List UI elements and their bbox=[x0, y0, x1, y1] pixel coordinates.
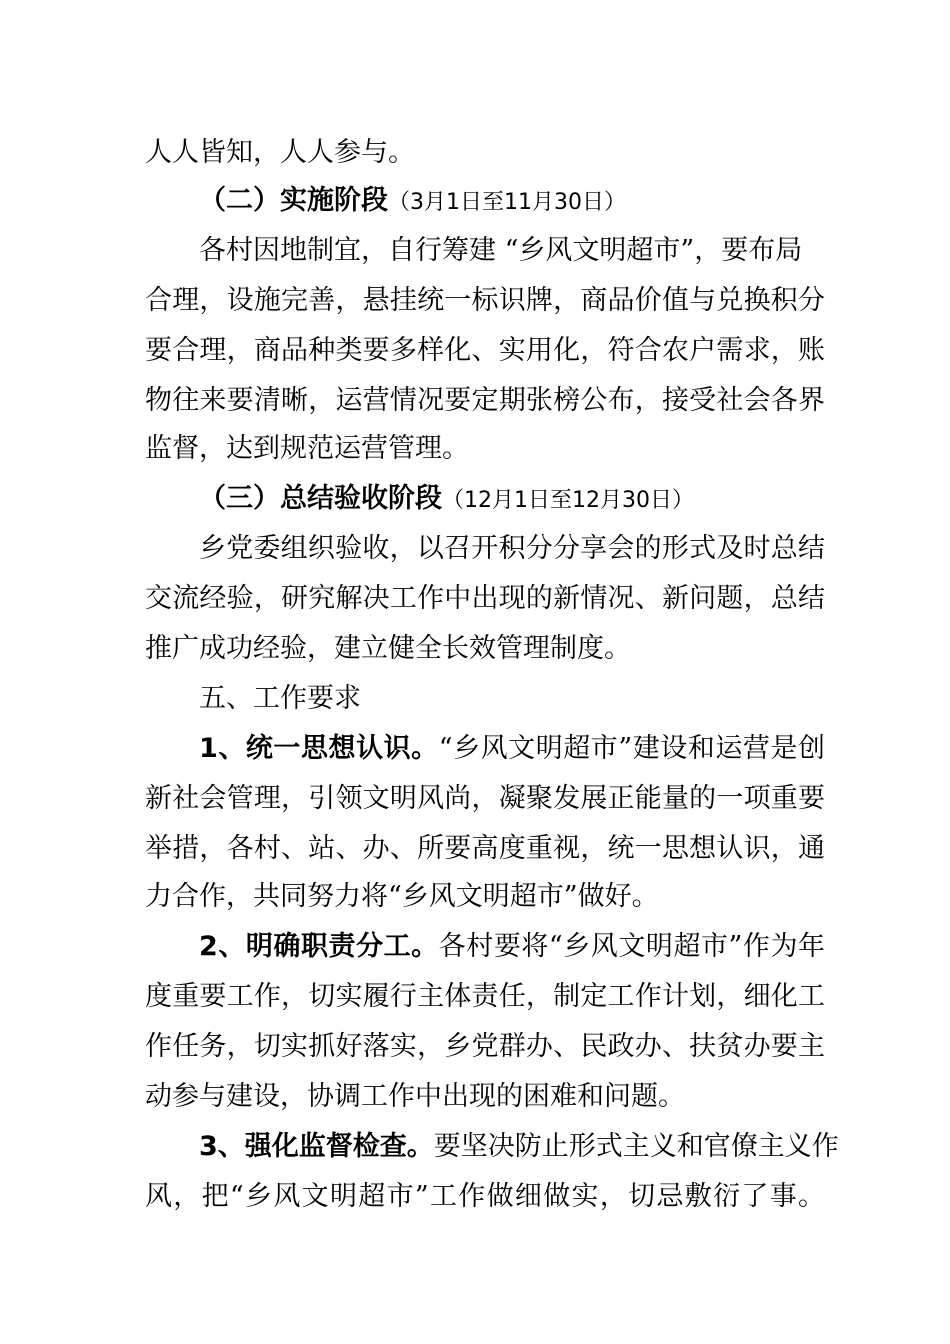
section-heading-implementation bbox=[199, 176, 879, 226]
requirement-text: 各村要将“乡风文明超市”作为年 bbox=[438, 931, 825, 962]
paragraph-line: 动参与建设，协调工作中出现的困难和问题。 bbox=[145, 1081, 685, 1112]
heading-text: （二）实施阶段 bbox=[199, 185, 388, 216]
paragraph-line: 作任务，切实抓好落实，乡党群办、民政办、扶贫办要主 bbox=[145, 1031, 825, 1062]
paragraph-line: 推广成功经验，建立健全长效管理制度。 bbox=[145, 633, 631, 664]
heading-date-range: （12月1日至12月30日） bbox=[442, 488, 694, 513]
paragraph-line: 举措，各村、站、办、所要高度重视，统一思想认识，通 bbox=[145, 833, 825, 864]
heading-date-range: （3月1日至11月30日） bbox=[388, 190, 626, 215]
paragraph-line: 监督，达到规范运营管理。 bbox=[145, 433, 469, 464]
paragraph-line: 交流经验，研究解决工作中出现的新情况、新问题，总结 bbox=[145, 583, 825, 614]
paragraph-line: 新社会管理，引领文明风尚，凝聚发展正能量的一项重要 bbox=[145, 783, 825, 814]
requirement-heading: 2、明确职责分工。 bbox=[199, 931, 439, 962]
requirement-text: “乡风文明超市”建设和运营是创 bbox=[438, 733, 825, 764]
section-title-work-requirements: 五、工作要求 bbox=[199, 683, 361, 714]
paragraph-line: 要合理，商品种类要多样化、实用化，符合农户需求，账 bbox=[145, 335, 825, 366]
paragraph-line: 度重要工作，切实履行主体责任，制定工作计划，细化工 bbox=[145, 981, 825, 1012]
heading-text: （三）总结验收阶段 bbox=[199, 483, 442, 514]
requirement-item-1 bbox=[199, 724, 825, 774]
paragraph-line bbox=[199, 226, 825, 276]
line-text: 各村因地制宜，自行筹建 “乡风文明超市”，要布局 bbox=[199, 235, 803, 266]
paragraph-line: 力合作，共同努力将“乡风文明超市”做好。 bbox=[145, 881, 659, 912]
requirement-heading: 3、强化监督检查。 bbox=[199, 1131, 434, 1162]
requirement-text: 要坚决防止形式主义和官僚主义作 bbox=[433, 1131, 839, 1162]
paragraph-line: 合理，设施完善，悬挂统一标识牌，商品价值与兑换积分 bbox=[145, 285, 825, 316]
requirement-heading: 1、统一思想认识。 bbox=[199, 733, 439, 764]
paragraph-line: 风，把“乡风文明超市”工作做细做实，切忌敷衍了事。 bbox=[145, 1181, 825, 1212]
requirement-item-3 bbox=[199, 1122, 839, 1172]
paragraph-line: 人人皆知，人人参与。 bbox=[145, 137, 415, 168]
section-heading-acceptance bbox=[199, 474, 879, 524]
paragraph-line: 物往来要清晰，运营情况要定期张榜公布，接受社会各界 bbox=[145, 385, 825, 416]
paragraph-line: 乡党委组织验收，以召开积分分享会的形式及时总结 bbox=[199, 533, 825, 564]
requirement-item-2 bbox=[199, 922, 825, 972]
